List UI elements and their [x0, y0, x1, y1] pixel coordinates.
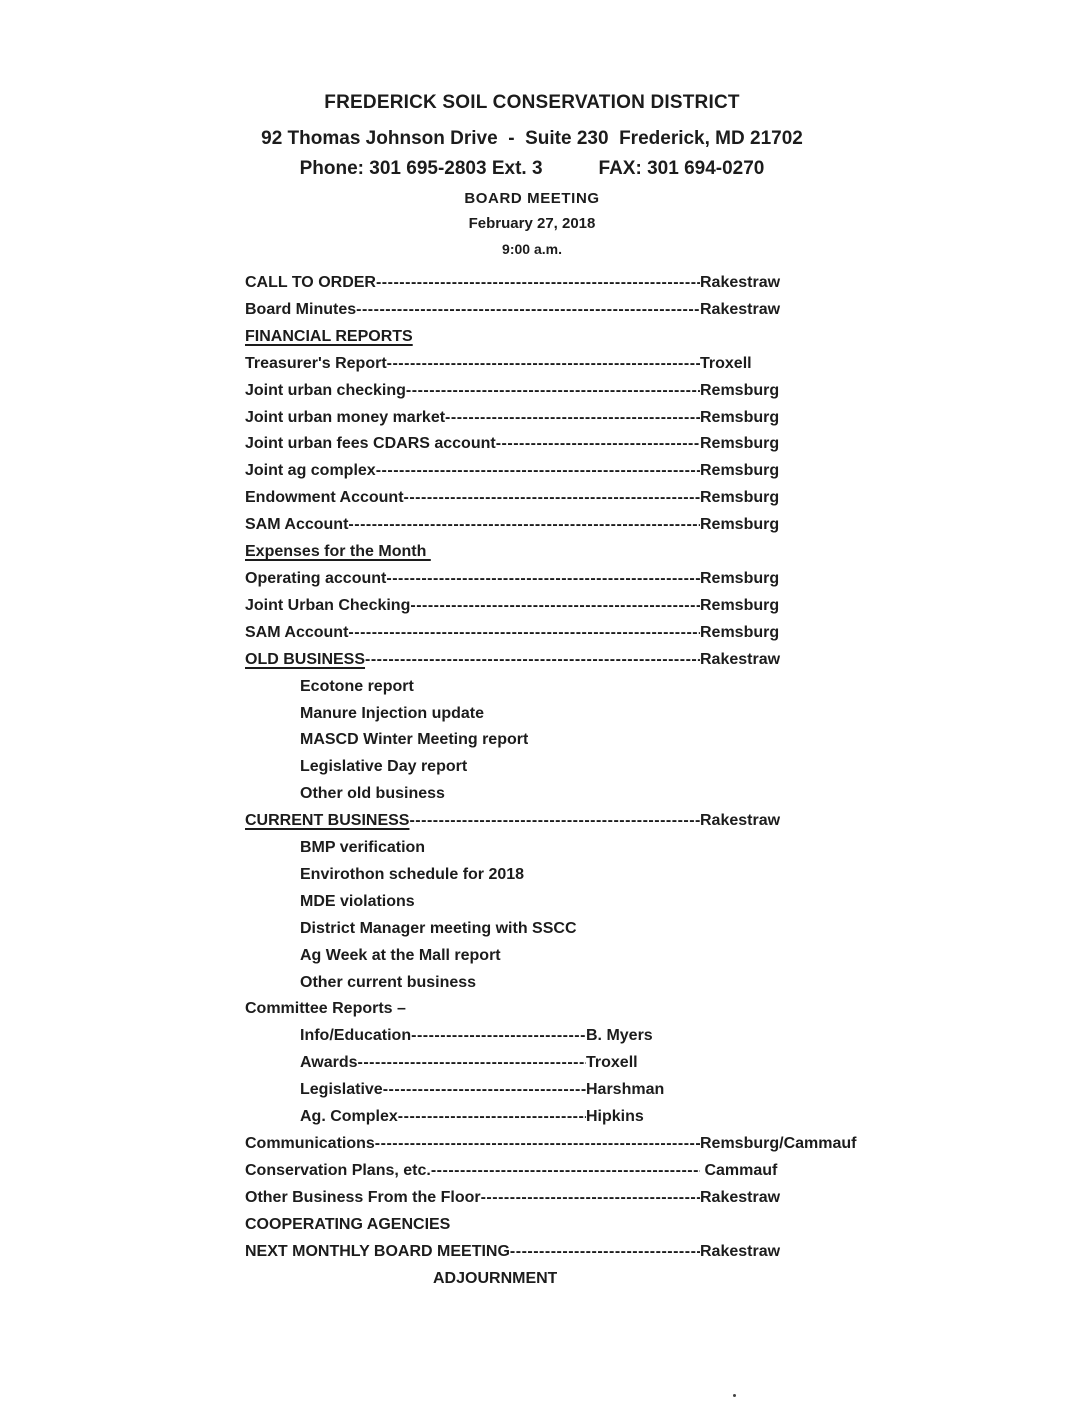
agenda-row	[245, 378, 905, 405]
agenda-row	[300, 1050, 905, 1077]
agenda-item-label: CURRENT BUSINESS	[245, 812, 410, 830]
agenda-item-label: SAM Account	[245, 516, 349, 534]
agenda-row	[245, 539, 905, 566]
agenda-item-label: ADJOURNMENT	[433, 1269, 558, 1287]
agenda-row-left	[245, 593, 700, 620]
agenda-row	[300, 889, 905, 916]
agenda-item-label: Operating account	[245, 569, 387, 587]
dotted-leader	[383, 1077, 586, 1104]
agenda-row-left	[245, 351, 700, 378]
agenda-row	[300, 970, 905, 997]
agenda-item-label: Awards	[300, 1054, 358, 1072]
agenda-item-label: BMP verification	[300, 839, 426, 857]
agenda-item-presenter: Rakestraw	[700, 274, 781, 291]
agenda-item-label: Legislative	[300, 1081, 383, 1099]
agenda-item-label: SAM Account	[245, 623, 349, 641]
agenda-row	[245, 808, 905, 835]
agenda-item-presenter: Rakestraw	[700, 650, 781, 668]
agenda-item-presenter: Rakestraw	[700, 300, 781, 318]
meeting-time: 9:00 a.m.	[502, 241, 562, 257]
agenda-item-label: Joint urban checking	[245, 381, 406, 399]
agenda-row	[245, 405, 905, 432]
agenda-list	[245, 270, 905, 1292]
agenda-row	[245, 431, 905, 458]
agenda-item-label: Communications	[245, 1135, 375, 1152]
phone-number: Phone: 301 695-2803 Ext. 3	[299, 158, 543, 179]
agenda-row-left	[245, 378, 700, 405]
agenda-row-left	[300, 862, 524, 889]
agenda-item-label: District Manager meeting with SSCC	[300, 919, 577, 937]
agenda-item-presenter: Remsburg	[700, 623, 780, 641]
agenda-row	[300, 727, 905, 754]
agenda-item-label: Joint Urban Checking	[245, 596, 411, 614]
agenda-row-left	[245, 431, 700, 458]
agenda-item-presenter: Remsburg	[700, 596, 780, 614]
agenda-item-presenter: Remsburg	[700, 489, 780, 507]
agenda-row	[245, 566, 905, 593]
agenda-item-label: Other current business	[300, 973, 477, 991]
agenda-row-left	[245, 270, 700, 297]
agenda-item-presenter: Troxell	[586, 1054, 638, 1072]
agenda-row-left	[300, 1077, 586, 1104]
agenda-row	[245, 512, 905, 539]
agenda-row	[300, 943, 905, 970]
agenda-row-left	[433, 1266, 557, 1293]
dotted-leader	[376, 270, 700, 297]
agenda-row-left	[300, 970, 476, 997]
dotted-leader	[410, 593, 700, 620]
agenda-item-label: Legislative Day report	[300, 758, 468, 776]
agenda-item-label: Ag. Complex	[300, 1108, 398, 1126]
agenda-item-label: Other Business From the Floor	[245, 1188, 481, 1206]
agenda-item-presenter: Rakestraw	[700, 812, 781, 830]
agenda-item-presenter: Remsburg	[700, 462, 780, 480]
agenda-row-left	[245, 620, 700, 647]
agenda-row	[245, 1212, 905, 1239]
agenda-row	[245, 593, 905, 620]
agenda-row-left	[300, 701, 484, 728]
agenda-row	[300, 1104, 905, 1131]
dotted-leader	[356, 297, 700, 324]
agenda-row-left	[245, 1185, 700, 1212]
agenda-item-label: Expenses for the Month	[245, 543, 431, 561]
agenda-row-left	[245, 1212, 450, 1239]
agenda-item-presenter: Remsburg	[700, 569, 780, 587]
agenda-item-presenter: Remsburg	[700, 381, 780, 399]
agenda-row-left	[245, 1131, 700, 1158]
agenda-row-left	[300, 727, 528, 754]
agenda-row	[245, 270, 905, 297]
agenda-row-left	[245, 405, 700, 432]
agenda-item-presenter: Rakestraw	[700, 1242, 781, 1260]
agenda-row-left	[245, 1239, 700, 1266]
agenda-item-label: FINANCIAL REPORTS	[245, 327, 413, 345]
agenda-item-presenter: Rakestraw	[700, 1188, 781, 1206]
agenda-item-label: OLD BUSINESS	[245, 650, 366, 668]
agenda-item-presenter: Hipkins	[586, 1108, 644, 1126]
dotted-leader	[375, 1131, 700, 1158]
scan-artifact-dot	[733, 1394, 736, 1397]
dotted-leader	[496, 431, 700, 458]
dotted-leader	[348, 620, 700, 647]
agenda-row-left	[300, 781, 445, 808]
agenda-row	[300, 835, 905, 862]
agenda-item-label: Conservation Plans, etc.	[245, 1161, 431, 1179]
agenda-row	[300, 916, 905, 943]
agenda-row	[245, 1131, 905, 1158]
agenda-row-left	[300, 674, 414, 701]
agenda-row-left	[245, 485, 700, 512]
agenda-item-label: Board Minutes	[245, 300, 357, 318]
agenda-item-label: Info/Education	[300, 1027, 412, 1045]
agenda-item-label: NEXT MONTHLY BOARD MEETING	[245, 1242, 510, 1260]
agenda-row-left	[245, 996, 406, 1023]
agenda-row	[300, 862, 905, 889]
meeting-date: February 27, 2018	[468, 215, 596, 232]
dotted-leader	[409, 808, 700, 835]
agenda-item-label: MASCD Winter Meeting report	[300, 731, 529, 749]
agenda-item-presenter: Remsburg	[700, 435, 780, 453]
agenda-row-left	[245, 458, 700, 485]
agenda-row	[245, 485, 905, 512]
agenda-item-presenter: Troxell	[700, 354, 752, 372]
agenda-item-label: COOPERATING AGENCIES	[245, 1215, 451, 1233]
agenda-row-left	[245, 566, 700, 593]
dotted-leader	[365, 647, 700, 674]
agenda-row-left	[300, 916, 577, 943]
dotted-leader	[431, 1158, 700, 1185]
fax-number: FAX: 301 694-0270	[598, 158, 765, 179]
agenda-row	[245, 996, 905, 1023]
agenda-item-label: Ecotone report	[300, 677, 414, 695]
agenda-item-presenter: Remsburg	[700, 408, 780, 426]
agenda-row	[245, 297, 905, 324]
dotted-leader	[348, 512, 700, 539]
agenda-item-presenter: Cammauf	[700, 1161, 778, 1179]
agenda-row-left	[245, 297, 700, 324]
organization-name: FREDERICK SOIL CONSERVATION DISTRICT	[324, 92, 740, 113]
agenda-row	[245, 1239, 905, 1266]
agenda-row	[300, 781, 905, 808]
agenda-row	[245, 351, 905, 378]
agenda-row	[300, 1023, 905, 1050]
agenda-row	[300, 701, 905, 728]
agenda-item-label: Treasurer's Report	[245, 354, 387, 372]
contact-line	[0, 158, 1064, 180]
dotted-leader	[376, 458, 700, 485]
agenda-item-presenter: B. Myers	[586, 1027, 653, 1045]
agenda-row-left	[300, 1050, 586, 1077]
agenda-item-label: Joint urban money market	[245, 408, 446, 426]
agenda-row	[433, 1266, 905, 1293]
agenda-item-label: Joint urban fees CDARS account	[245, 435, 496, 453]
agenda-row-left	[245, 808, 700, 835]
agenda-row-left	[300, 889, 415, 916]
agenda-row	[245, 458, 905, 485]
agenda-row	[245, 1158, 905, 1185]
agenda-item-label: Endowment Account	[245, 489, 404, 507]
agenda-item-label: CALL TO ORDER	[245, 274, 376, 291]
dotted-leader	[387, 351, 700, 378]
agenda-item-presenter: Remsburg/Cammauf	[700, 1135, 857, 1152]
agenda-row-left	[300, 1023, 586, 1050]
agenda-item-label: Other old business	[300, 785, 445, 803]
dotted-leader	[510, 1239, 700, 1266]
dotted-leader	[404, 485, 700, 512]
agenda-row-left	[300, 943, 501, 970]
agenda-item-label: Joint ag complex	[245, 462, 376, 480]
agenda-item-label: Envirothon schedule for 2018	[300, 865, 525, 883]
agenda-row-left	[245, 539, 431, 566]
agenda-row	[300, 1077, 905, 1104]
dotted-leader	[445, 405, 700, 432]
agenda-row-left	[245, 324, 413, 351]
agenda-item-label: Committee Reports –	[245, 1000, 406, 1018]
agenda-item-presenter: Harshman	[586, 1081, 665, 1099]
dotted-leader	[398, 1104, 586, 1131]
agenda-row	[245, 324, 905, 351]
agenda-row	[245, 1185, 905, 1212]
agenda-row-left	[245, 647, 700, 674]
dotted-leader	[411, 1023, 586, 1050]
dotted-leader	[481, 1185, 700, 1212]
agenda-row-left	[300, 754, 467, 781]
meeting-type: BOARD MEETING	[464, 190, 600, 207]
agenda-row-left	[300, 1104, 586, 1131]
dotted-leader	[386, 566, 700, 593]
agenda-row	[300, 754, 905, 781]
agenda-item-label: Ag Week at the Mall report	[300, 946, 501, 964]
agenda-row	[245, 620, 905, 647]
agenda-row	[300, 674, 905, 701]
agenda-row-left	[300, 835, 425, 862]
agenda-item-label: MDE violations	[300, 892, 415, 910]
dotted-leader	[358, 1050, 586, 1077]
organization-address: 92 Thomas Johnson Drive - Suite 230 Frederick, MD 21702	[261, 128, 803, 149]
agenda-row-left	[245, 1158, 700, 1185]
agenda-row-left	[245, 512, 700, 539]
dotted-leader	[406, 378, 700, 405]
agenda-row	[245, 647, 905, 674]
agenda-item-presenter: Remsburg	[700, 516, 780, 534]
agenda-item-label: Manure Injection update	[300, 704, 485, 722]
